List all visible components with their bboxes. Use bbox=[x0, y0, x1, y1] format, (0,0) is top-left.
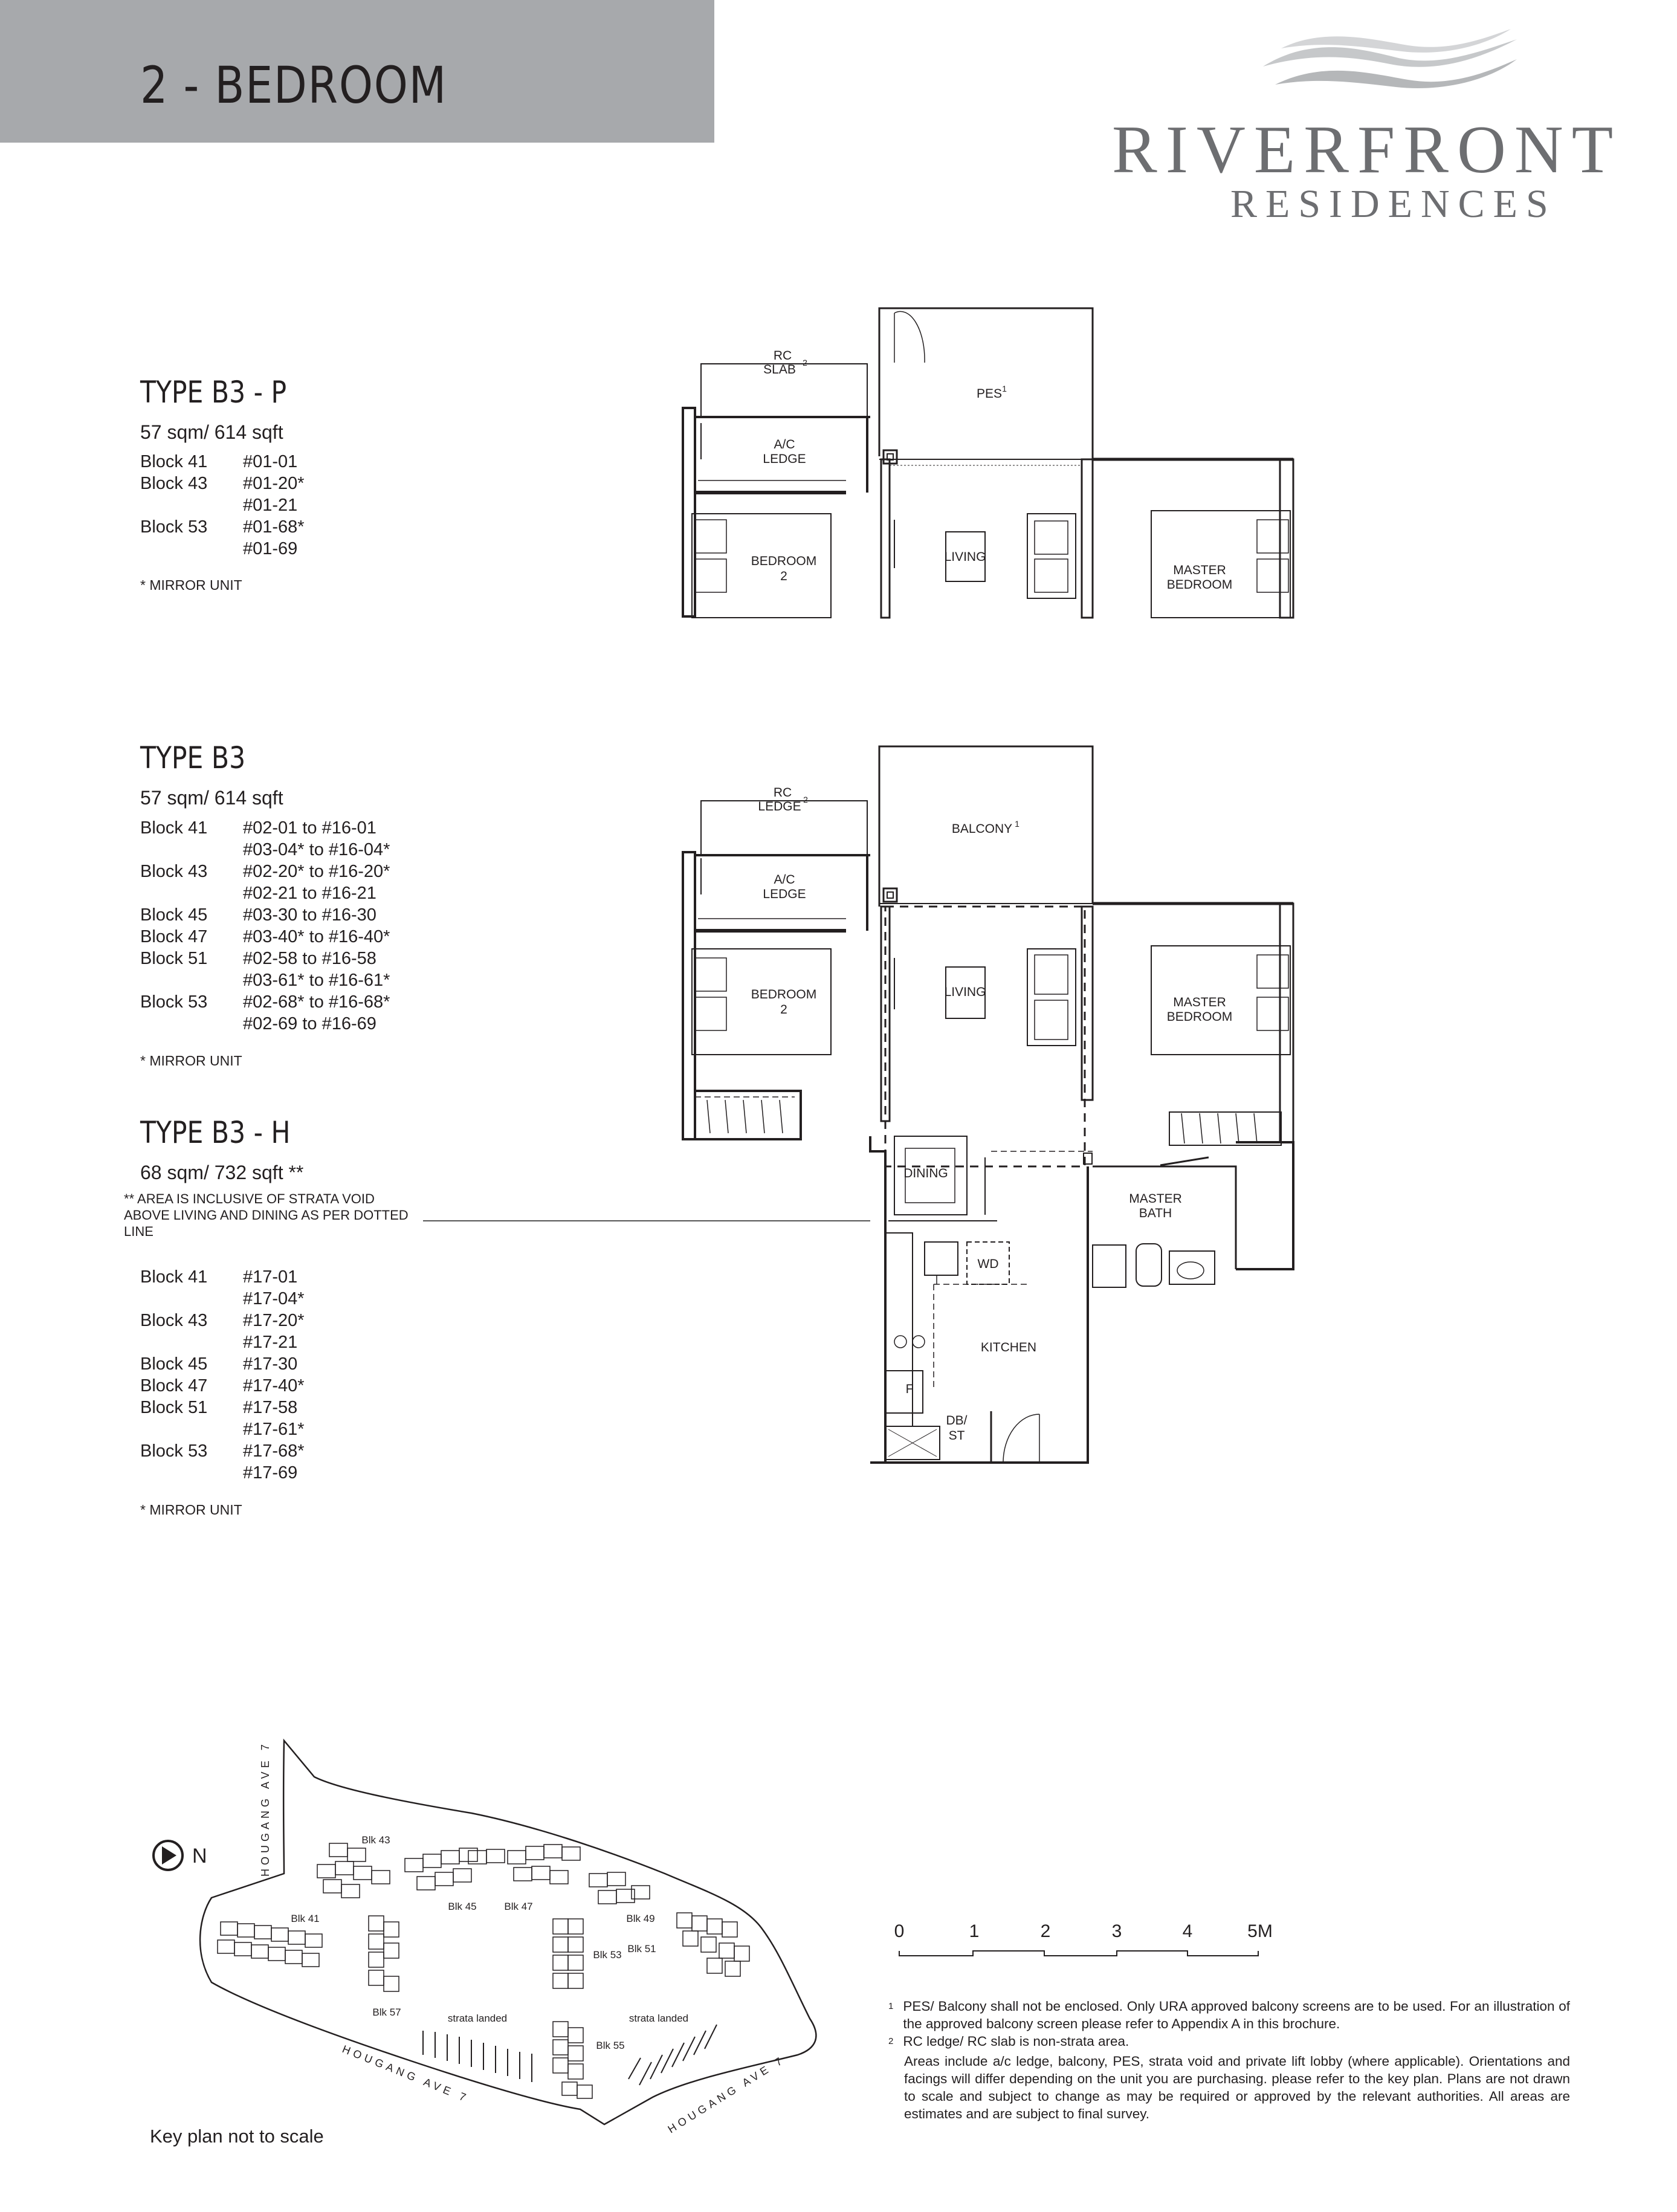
compass-arrow-icon bbox=[162, 1846, 176, 1864]
mirror-unit-note: * MIRROR UNIT bbox=[140, 1053, 242, 1069]
table-row: Block 41 #17-01 bbox=[140, 1267, 298, 1287]
mirror-unit-note: * MIRROR UNIT bbox=[140, 577, 242, 593]
strata-landed-label: strata landed bbox=[628, 2013, 689, 2024]
table-row: Block 45 #03-30 to #16-30 bbox=[140, 905, 376, 925]
table-row: Block 43 #17-20* bbox=[140, 1311, 305, 1330]
rc-slab-label: RC bbox=[773, 349, 792, 363]
block-label: Blk 51 bbox=[627, 1943, 656, 1955]
table-row: Block 51 #02-58 to #16-58 bbox=[140, 949, 376, 968]
scale-label: 5M bbox=[1247, 1921, 1273, 1941]
type-b3p-area: 57 sqm/ 614 sqft bbox=[140, 421, 283, 443]
balcony-label: BALCONY bbox=[951, 822, 1013, 836]
master-bedroom-label: MASTER bbox=[1173, 995, 1226, 1009]
block-label: Blk 57 bbox=[372, 2007, 401, 2018]
master-bath-label: MASTER bbox=[1129, 1192, 1182, 1206]
road-label-top: HOUGANG AVE 7 bbox=[259, 1741, 271, 1877]
wd-label: WD bbox=[977, 1257, 999, 1271]
bedroom-2-label: BEDROOM bbox=[751, 554, 817, 568]
block-label: Blk 43 bbox=[361, 1834, 390, 1846]
scale-label: 1 bbox=[969, 1921, 980, 1941]
block-label: Blk 41 bbox=[291, 1913, 320, 1924]
table-row: Block 47 #03-40* to #16-40* bbox=[140, 927, 390, 946]
strata-landed-label: strata landed bbox=[447, 2013, 508, 2024]
table-row: #03-61* to #16-61* bbox=[243, 971, 390, 990]
svg-text:BEDROOM: BEDROOM bbox=[1166, 578, 1233, 592]
master-bedroom-label: MASTER bbox=[1173, 563, 1226, 577]
table-row: #02-69 to #16-69 bbox=[243, 1014, 376, 1033]
bedroom-2-label: BEDROOM bbox=[751, 988, 817, 1001]
kitchen-label: KITCHEN bbox=[980, 1340, 1037, 1354]
floor-plan-type-b3 bbox=[665, 734, 1330, 1484]
scale-bar bbox=[882, 1916, 1293, 1964]
svg-text:BATH: BATH bbox=[1139, 1206, 1172, 1220]
scale-label: 0 bbox=[894, 1921, 905, 1941]
type-b3h-title: TYPE B3 - H bbox=[140, 1115, 291, 1150]
keyplan-caption: Key plan not to scale bbox=[150, 2126, 324, 2147]
strata-void-note: ** AREA IS INCLUSIVE OF STRATA VOID ABOVE LIVING AND DINING AS PER DOTTED LINE bbox=[124, 1191, 409, 1239]
mirror-unit-note: * MIRROR UNIT bbox=[140, 1502, 242, 1518]
scale-label: 3 bbox=[1111, 1921, 1122, 1941]
type-b3-unit-table bbox=[140, 817, 390, 1035]
table-row: Block 45 #17-30 bbox=[140, 1354, 298, 1374]
type-b3p-unit-table bbox=[140, 451, 305, 560]
scale-label: 2 bbox=[1040, 1921, 1051, 1941]
living-label: LIVING bbox=[944, 550, 986, 564]
brand-name: RIVERFRONT bbox=[1112, 112, 1622, 187]
svg-text:BEDROOM: BEDROOM bbox=[1166, 1010, 1233, 1024]
svg-text:2: 2 bbox=[780, 569, 787, 583]
svg-text:1: 1 bbox=[1002, 384, 1007, 393]
block-label: Blk 55 bbox=[596, 2040, 625, 2051]
living-label: LIVING bbox=[944, 985, 986, 999]
table-row: Block 47 #17-40* bbox=[140, 1376, 305, 1395]
svg-text:1: 1 bbox=[1015, 819, 1019, 829]
table-row: Block 51 #17-58 bbox=[140, 1398, 298, 1417]
pes-label: PES bbox=[976, 387, 1003, 401]
wave-logo-icon bbox=[1257, 24, 1523, 97]
type-b3h-unit-table bbox=[140, 1266, 305, 1484]
table-row: #17-04* bbox=[243, 1289, 305, 1308]
rc-ledge-label: RC bbox=[773, 786, 792, 800]
key-plan bbox=[133, 1729, 834, 2164]
dining-label: DINING bbox=[903, 1166, 948, 1180]
scale-label: 4 bbox=[1182, 1921, 1193, 1941]
svg-text:LEDGE: LEDGE bbox=[763, 452, 806, 466]
brand-subtitle: RESIDENCES bbox=[1230, 182, 1557, 226]
svg-text:LEDGE: LEDGE bbox=[758, 800, 801, 813]
block-label: Blk 53 bbox=[593, 1949, 622, 1961]
table-row: Block 43 #01-20* bbox=[140, 474, 305, 493]
block-label: Blk 45 bbox=[448, 1901, 477, 1912]
table-row: #01-21 bbox=[243, 496, 298, 515]
svg-text:2: 2 bbox=[803, 358, 807, 367]
table-row: #03-04* to #16-04* bbox=[243, 840, 390, 859]
road-label-bottom: HOUGANG AVE 7 bbox=[340, 2043, 471, 2105]
table-row: Block 43 #02-20* to #16-20* bbox=[140, 862, 390, 881]
page-title: 2 - BEDROOM bbox=[140, 56, 447, 115]
table-row: Block 53 #01-68* bbox=[140, 517, 305, 537]
rc-slab-label-2: SLAB bbox=[763, 363, 796, 377]
svg-text:LEDGE: LEDGE bbox=[763, 887, 806, 901]
fridge-label: F bbox=[905, 1382, 914, 1396]
road-label-right: HOUGANG AVE 7 bbox=[665, 2053, 787, 2136]
floor-plan-type-b3p bbox=[665, 296, 1330, 623]
footnote-1: PES/ Balcony shall not be enclosed. Only URA approved balcony screens are to be used. For an illustration of the approved balcony screen please refer to Appendix A in this brochure. bbox=[903, 1999, 1570, 2031]
type-b3p-title: TYPE B3 - P bbox=[140, 375, 287, 410]
type-b3-area: 57 sqm/ 614 sqft bbox=[140, 787, 283, 809]
compass-north-label: N bbox=[192, 1845, 207, 1868]
ac-ledge-label: A/C bbox=[774, 873, 795, 887]
ac-ledge-label: A/C bbox=[774, 438, 795, 451]
svg-text:2: 2 bbox=[803, 795, 808, 804]
svg-text:2: 2 bbox=[780, 1003, 787, 1017]
table-row: Block 41 #02-01 to #16-01 bbox=[140, 818, 376, 838]
table-row: Block 53 #02-68* to #16-68* bbox=[140, 992, 390, 1012]
table-row: #17-69 bbox=[243, 1463, 298, 1483]
type-b3h-area: 68 sqm/ 732 sqft ** bbox=[140, 1162, 304, 1183]
table-row: Block 53 #17-68* bbox=[140, 1441, 305, 1461]
svg-text:ST: ST bbox=[948, 1429, 965, 1443]
footnotes: 1 PES/ Balcony shall not be enclosed. Only URA approved balcony screens are to be used. For an illustration of the approved balcony screen please refer to Appendix A in this brochure. 2 RC ledge/ RC slab is non-strata area. Areas include a/c ledge, balcony, PES, strata void and private lift lobby (where applicable). Orientations and facings will differ depending on the unit you are purchasing. please refer to the key plan. Plans are not drawn to scale and subject to change as may be required or approved by the relevant authorities. All areas are estimates and are subject to final survey. bbox=[888, 1999, 1570, 2121]
footnote-2: RC ledge/ RC slab is non-strata area. bbox=[903, 2034, 1129, 2049]
db-st-label: DB/ bbox=[946, 1414, 968, 1428]
block-label: Blk 47 bbox=[504, 1901, 533, 1912]
block-label: Blk 49 bbox=[626, 1913, 655, 1924]
table-row: #01-69 bbox=[243, 539, 298, 558]
table-row: #17-61* bbox=[243, 1420, 305, 1439]
table-row: #17-21 bbox=[243, 1333, 298, 1352]
table-row: Block 41 #01-01 bbox=[140, 452, 298, 471]
type-b3-title: TYPE B3 bbox=[140, 740, 246, 775]
table-row: #02-21 to #16-21 bbox=[243, 884, 376, 903]
footnote-3: Areas include a/c ledge, balcony, PES, strata void and private lift lobby (where applicable). Orientations and facings will differ depending on the unit you are purchasing. please refer to the key plan. Plans are not drawn to scale and subject to change as may be required or approved by the relevant authorities. All areas are estimates and are subject to final survey. bbox=[904, 2054, 1570, 2121]
